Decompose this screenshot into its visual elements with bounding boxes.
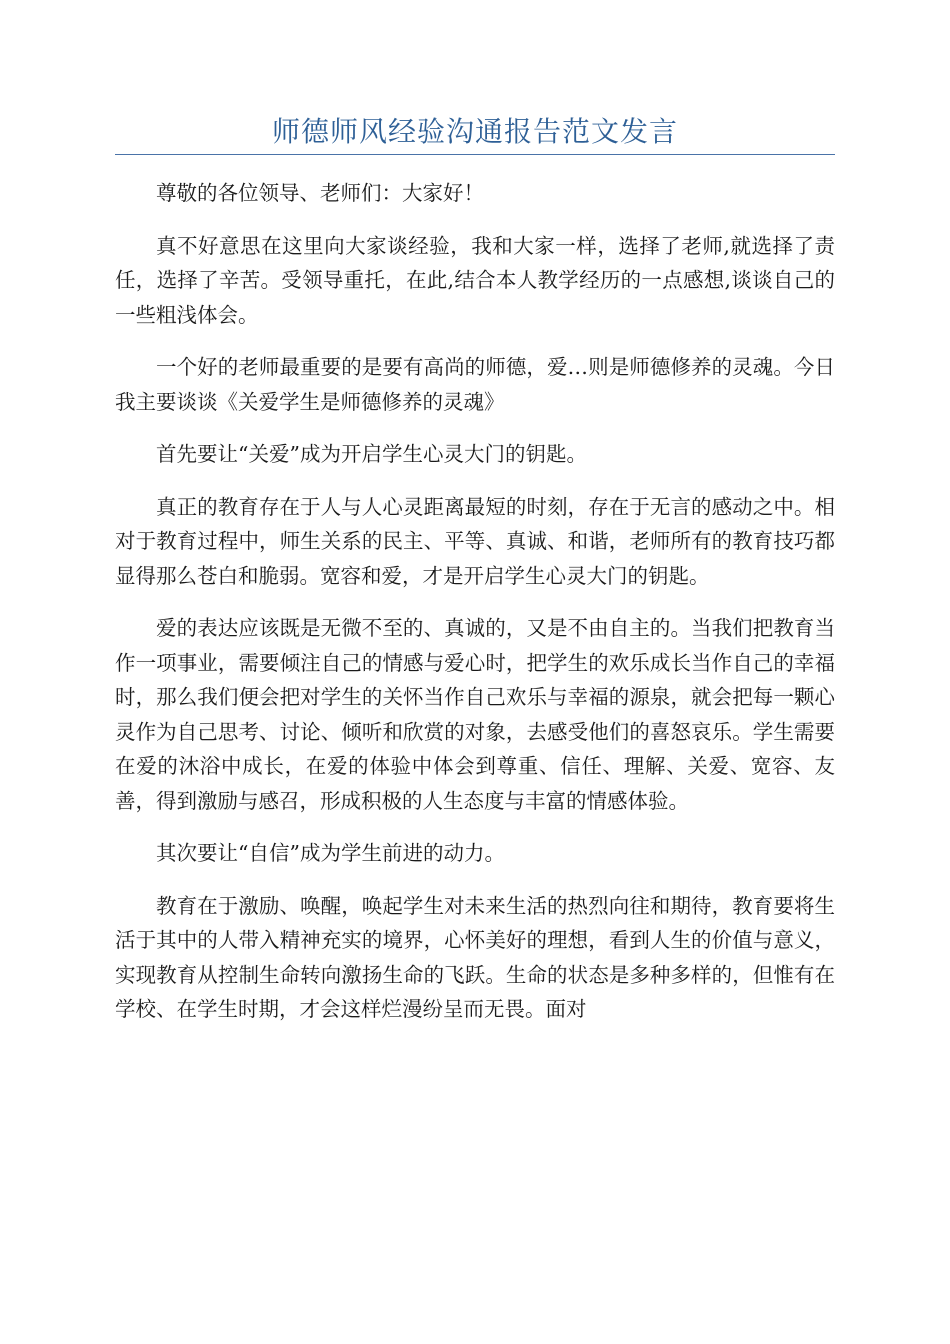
paragraph-heading: 首先要让“关爱”成为开启学生心灵大门的钥匙。 <box>156 442 587 466</box>
paragraph: 教育在于激励、唤醒，唤起学生对未来生活的热烈向往和期待，教育要将生活于其中的人带入精神充实的境界，心怀美好的理想，看到人生的价值与意义，实现教育从控制生命转向激扬生命的飞跃。生命的状态是多种多样的，但惟有在学校、在学生时期，才会这样烂漫纷呈而无畏。面对 <box>115 893 835 1021</box>
paragraph-heading: 其次要让“自信”成为学生前进的动力。 <box>156 841 505 865</box>
document-body <box>115 176 835 1045</box>
paragraph-greeting: 尊敬的各位领导、老师们：大家好！ <box>156 181 484 205</box>
title-underline <box>115 154 835 155</box>
document-title: 师德师风经验沟通报告范文发言 <box>271 115 678 148</box>
paragraph: 真正的教育存在于人与人心灵距离最短的时刻，存在于无言的感动之中。相对于教育过程中，师生关系的民主、平等、真诚、和谐，老师所有的教育技巧都显得那么苍白和脆弱。宽容和爱，才是开启学生心灵大门的钥匙。 <box>115 494 835 588</box>
paragraph: 爱的表达应该既是无微不至的、真诚的，又是不由自主的。当我们把教育当作一项事业，需要倾注自己的情感与爱心时，把学生的欢乐成长当作自己的幸福时，那么我们便会把对学生的关怀当作自己欢乐与幸福的源泉，就会把每一颗心灵作为自己思考、讨论、倾听和欣赏的对象，去感受他们的喜怒哀乐。学生需要在爱的沐浴中成长，在爱的体验中体会到尊重、信任、理解、关爱、宽容、友善，得到激励与感召，形成积极的人生态度与丰富的情感体验。 <box>115 616 835 813</box>
paragraph: 真不好意思在这里向大家谈经验，我和大家一样，选择了老师,就选择了责任，选择了辛苦。受领导重托，在此,结合本人教学经历的一点感想,谈谈自己的一些粗浅体会。 <box>115 233 835 327</box>
paragraph: 一个好的老师最重要的是要有高尚的师德，爱…则是师德修养的灵魂。今日我主要谈谈《关爱学生是师德修养的灵魂》 <box>115 355 835 414</box>
